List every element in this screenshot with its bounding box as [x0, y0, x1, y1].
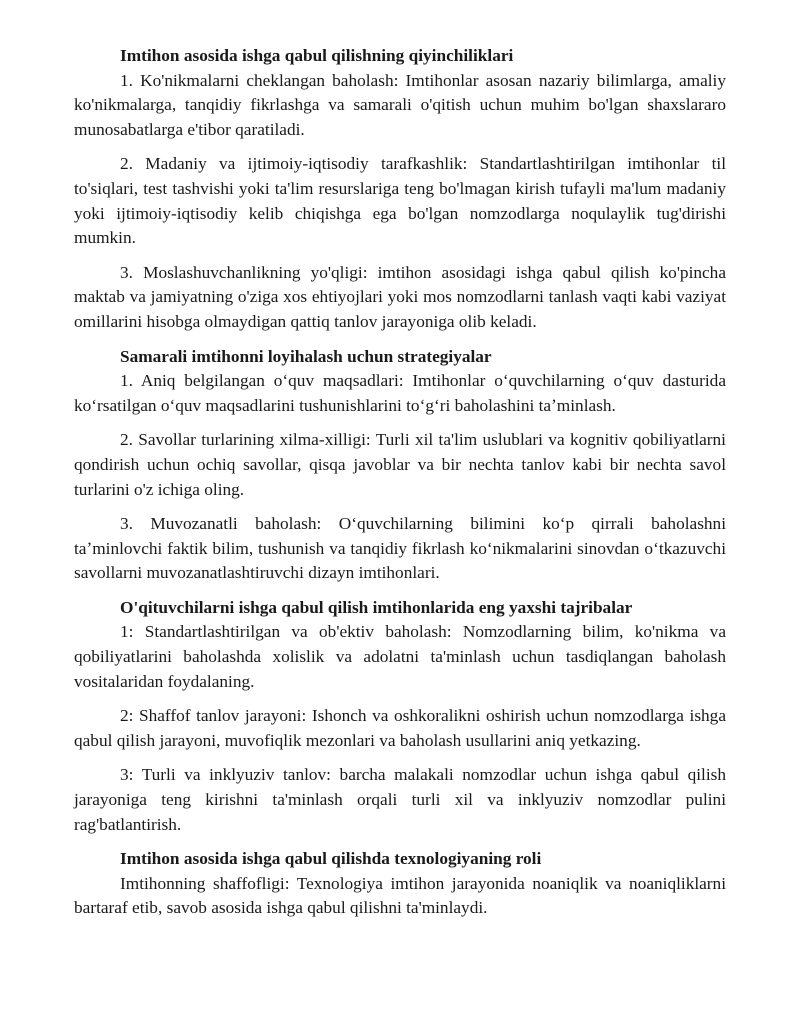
section-technology [74, 847, 726, 921]
paragraph: 3. Muvozanatli baholash: Oʻquvchilarning bilimini koʻp qirrali baholashni taʼminlovchi faktik bilim, tushunish va tanqidiy fikrlash koʻnikmalarini sinovdan oʻtkazuvchi savollarni muvozanatlashtiruvchi dizayn imtihonlari. [74, 514, 726, 583]
paragraph: 2. Savollar turlarining xilma-xilligi: Turli xil ta'lim uslublari va kognitiv qobiliyatlarni qondirish uchun ochiq savollar, qisqa javoblar va bir nechta tanlov kabi bir nechta savol turlarini o'z ichiga oling. [74, 430, 726, 499]
paragraph: Imtihonning shaffofligi: Texnologiya imtihon jarayonida noaniqlik va noaniqliklarni bartaraf etib, savob asosida ishga qabul qilishni ta'minlaydi. [74, 873, 726, 918]
paragraph: 1. Aniq belgilangan oʻquv maqsadlari: Imtihonlar oʻquvchilarning oʻquv dasturida koʻrsatilgan oʻquv maqsadlarini tushunishlarini toʻgʻri baholashini taʼminlash. [74, 371, 726, 415]
section-heading: O'qituvchilarni ishga qabul qilish imtihonlarida eng yaxshi tajribalar [120, 597, 633, 617]
section-challenges [74, 44, 726, 335]
section-best-practices [74, 596, 726, 837]
section-heading: Imtihon asosida ishga qabul qilishda texnologiyaning roli [120, 849, 542, 869]
section-strategies [74, 345, 726, 586]
section-heading: Samarali imtihonni loyihalash uchun strategiyalar [120, 346, 492, 366]
document-page [74, 44, 726, 921]
paragraph: 3. Moslashuvchanlikning yo'qligi: imtihon asosidagi ishga qabul qilish ko'pincha maktab va jamiyatning o'ziga xos ehtiyojlari yoki mos nomzodlarni tanlash vaqti kabi vaziyat omillarini hisobga olmaydigan qattiq tanlov jarayoniga olib keladi. [74, 262, 726, 331]
paragraph: 2: Shaffof tanlov jarayoni: Ishonch va oshkoralikni oshirish uchun nomzodlarga ishga qabul qilish jarayoni, muvofiqlik mezonlari va baholash usullarini aniq yetkazing. [74, 706, 726, 750]
paragraph: 2. Madaniy va ijtimoiy-iqtisodiy tarafkashlik: Standartlashtirilgan imtihonlar til to'siqlari, test tashvishi yoki ta'lim resurslariga teng bo'lmagan kirish tufayli ma'lum madaniy yoki ijtimoiy-iqtisodiy kelib chiqishga ega bo'lgan nomzodlarga noqulaylik tug'dirishi mumkin. [74, 154, 726, 248]
paragraph: 1: Standartlashtirilgan va ob'ektiv baholash: Nomzodlarning bilim, ko'nikma va qobiliyatlarini baholashda xolislik va adolatni ta'minlash uchun tasdiqlangan baholash vositalaridan foydalaning. [74, 622, 726, 691]
section-heading: Imtihon asosida ishga qabul qilishning qiyinchiliklari [120, 46, 514, 65]
paragraph: 3: Turli va inklyuziv tanlov: barcha malakali nomzodlar uchun ishga qabul qilish jarayoniga teng kirishni ta'minlash orqali turli xil va inklyuziv nomzodlar pulini rag'batlantirish. [74, 765, 726, 834]
paragraph: 1. Ko'nikmalarni cheklangan baholash: Imtihonlar asosan nazariy bilimlarga, amaliy ko'nikmalarga, tanqidiy fikrlashga va samarali o'qitish uchun muhim bo'lgan shaxslararo munosabatlarga e'tibor qaratiladi. [74, 70, 726, 139]
